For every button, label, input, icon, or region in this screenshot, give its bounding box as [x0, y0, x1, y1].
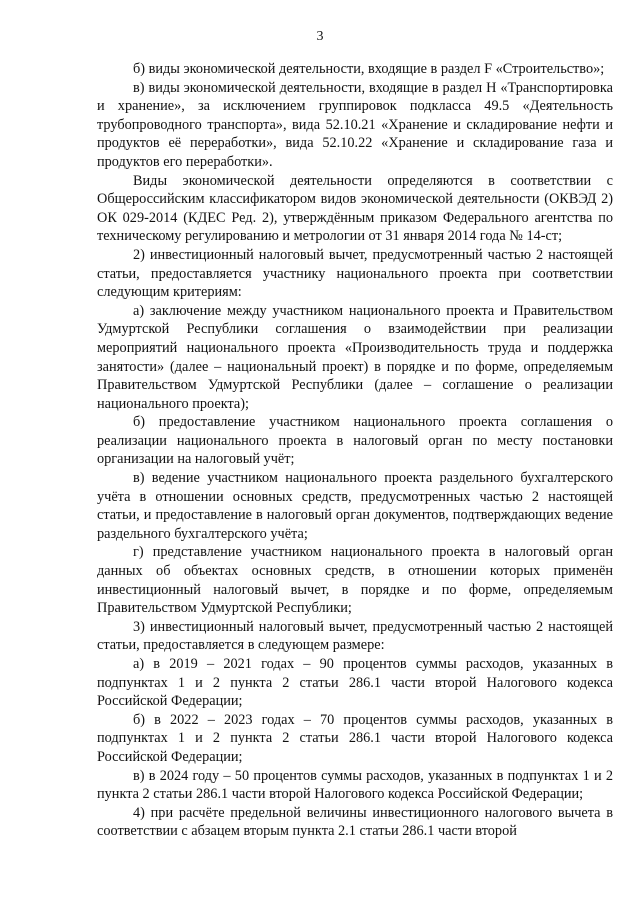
paragraph-okved-definition: Виды экономической деятельности определяются в соответствии с Общероссийским классификатором видов экономической деятельности (ОКВЭД 2) ОК 029-2014 (КДЕС Ред. 2), утверждённым приказом Федерального агентства по техническому регулированию и метрологии от 31 января 2014 года № 14-ст; — [97, 172, 613, 245]
paragraph-amount-2024: в) в 2024 году – 50 процентов суммы расходов, указанных в подпунктах 1 и 2 пункта 2 статьи 286.1 части второй Налогового кодекса Российской Федерации; — [97, 767, 613, 803]
paragraph-criterion-a: а) заключение между участником национального проекта и Правительством Удмуртской Республики соглашения о взаимодействии при реализации мероприятий национального проекта «Производительность труда и поддержка занятости» (далее – национальный проект) в порядке и по форме, определяемым Правительством Удмуртской Республики (далее – соглашение о реализации национального проекта); — [97, 302, 613, 412]
paragraph-amount-2019-2021: а) в 2019 – 2021 годах – 90 процентов суммы расходов, указанных в подпунктах 1 и 2 пункта 2 статьи 286.1 части второй Налогового кодекса Российской Федерации; — [97, 656, 613, 710]
paragraph-criterion-b: б) предоставление участником национального проекта соглашения о реализации национального проекта в налоговый орган по месту постановки организации на налоговый учёт; — [97, 414, 613, 468]
paragraph-amount-2022-2023: б) в 2022 – 2023 годах – 70 процентов суммы расходов, указанных в подпунктах 1 и 2 пункта 2 статьи 286.1 части второй Налогового кодекса Российской Федерации; — [97, 711, 613, 765]
paragraph-item-3-amount: 3) инвестиционный налоговый вычет, предусмотренный частью 2 настоящей статьи, предоставляется в следующем размере: — [97, 618, 613, 654]
paragraph-subitem-v-transport: в) виды экономической деятельности, входящие в раздел H «Транспортировка и хранение», за исключением группировок подкласса 49.5 «Деятельность трубопроводного транспорта», вида 52.10.21 «Хранение и складирование нефти и продуктов её переработки», вида 52.10.22 «Хранение и складирование газа и продуктов его переработки». — [97, 79, 613, 170]
paragraph-subitem-b-construction: б) виды экономической деятельности, входящие в раздел F «Строительство»; — [133, 61, 605, 77]
paragraph-criterion-g: г) представление участником национального проекта в налоговый орган данных об объектах основных средств, в отношении которых применён инвестиционный налоговый вычет, в порядке и по форме, определяемым Правительством Удмуртской Республики; — [97, 544, 613, 617]
page-number: 3 — [316, 29, 324, 44]
paragraph-item-4-limit: 4) при расчёте предельной величины инвестиционного налогового вычета в соответствии с абзацем вторым пункта 2.1 статьи 286.1 части второй — [97, 804, 613, 840]
document-body — [97, 60, 613, 841]
paragraph-item-2-criteria: 2) инвестиционный налоговый вычет, предусмотренный частью 2 настоящей статьи, предоставляется участнику национального проекта при соответствии следующим критериям: — [97, 246, 613, 301]
paragraph-criterion-v: в) ведение участником национального проекта раздельного бухгалтерского учёта в отношении основных средств, предусмотренных частью 2 настоящей статьи, и предоставление в налоговый орган документов, подтверждающих ведение раздельного бухгалтерского учёта; — [97, 470, 613, 542]
